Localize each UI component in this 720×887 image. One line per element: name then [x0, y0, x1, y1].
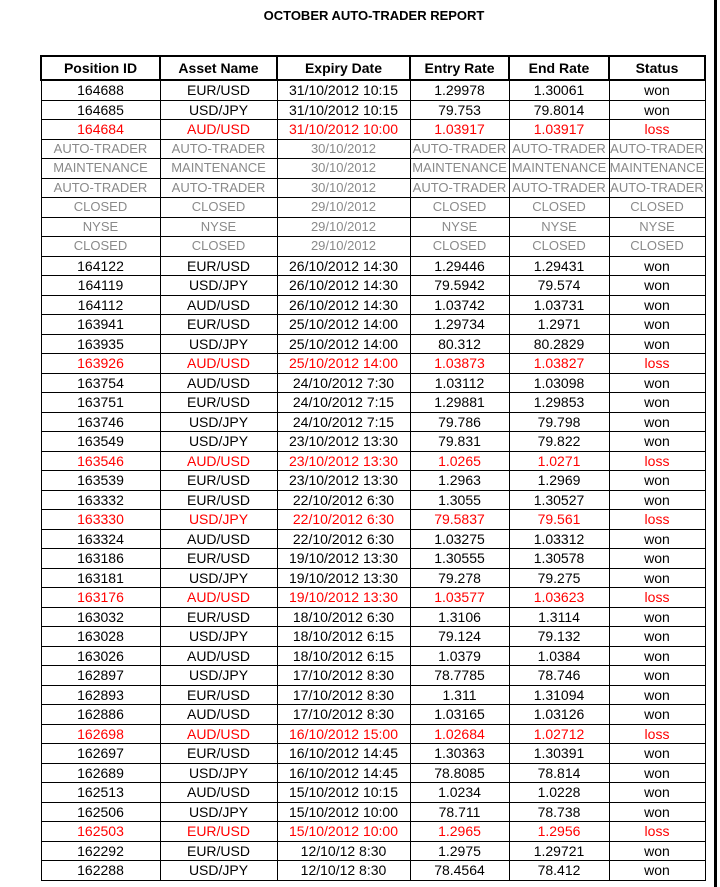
- cell-asset-name: AUD/USD: [160, 705, 277, 725]
- cell-asset-name: USD/JPY: [160, 334, 277, 354]
- cell-status: MAINTENANCE: [609, 159, 705, 179]
- cell-asset-name: EUR/USD: [160, 685, 277, 705]
- cell-expiry-date: 15/10/2012 10:00: [277, 822, 410, 842]
- cell-entry-rate: 80.312: [410, 334, 509, 354]
- cell-status: won: [609, 705, 705, 725]
- cell-asset-name: EUR/USD: [160, 841, 277, 861]
- cell-expiry-date: 24/10/2012 7:15: [277, 412, 410, 432]
- cell-position-id: MAINTENANCE: [41, 159, 160, 179]
- table-row: [41, 822, 705, 842]
- cell-asset-name: USD/JPY: [160, 666, 277, 686]
- cell-position-id: 162886: [41, 705, 160, 725]
- table-row: [41, 295, 705, 315]
- table-row: [41, 159, 705, 179]
- cell-end-rate: 1.30061: [509, 80, 609, 100]
- cell-position-id: 163181: [41, 568, 160, 588]
- cell-end-rate: 1.30527: [509, 490, 609, 510]
- cell-status: won: [609, 549, 705, 569]
- cell-entry-rate: 79.753: [410, 100, 509, 120]
- cell-position-id: AUTO-TRADER: [41, 139, 160, 159]
- table-row: [41, 354, 705, 374]
- cell-expiry-date: 31/10/2012 10:15: [277, 100, 410, 120]
- cell-entry-rate: AUTO-TRADER: [410, 139, 509, 159]
- cell-expiry-date: 24/10/2012 7:15: [277, 393, 410, 413]
- cell-expiry-date: 23/10/2012 13:30: [277, 451, 410, 471]
- cell-end-rate: CLOSED: [509, 237, 609, 257]
- cell-asset-name: EUR/USD: [160, 256, 277, 276]
- cell-entry-rate: 1.29446: [410, 256, 509, 276]
- cell-entry-rate: MAINTENANCE: [410, 159, 509, 179]
- cell-end-rate: 78.412: [509, 861, 609, 881]
- cell-asset-name: AUD/USD: [160, 120, 277, 140]
- table-row: [41, 178, 705, 198]
- table-row: [41, 627, 705, 647]
- cell-asset-name: EUR/USD: [160, 549, 277, 569]
- cell-end-rate: 1.03917: [509, 120, 609, 140]
- table-row: [41, 744, 705, 764]
- table-row: [41, 588, 705, 608]
- header-entry-rate: Entry Rate: [410, 56, 509, 80]
- cell-position-id: 162689: [41, 763, 160, 783]
- cell-end-rate: AUTO-TRADER: [509, 178, 609, 198]
- cell-status: AUTO-TRADER: [609, 139, 705, 159]
- cell-status: loss: [609, 120, 705, 140]
- cell-position-id: 163549: [41, 432, 160, 452]
- cell-entry-rate: 1.03873: [410, 354, 509, 374]
- cell-status: won: [609, 334, 705, 354]
- cell-status: won: [609, 100, 705, 120]
- table-row: [41, 198, 705, 218]
- cell-status: won: [609, 568, 705, 588]
- cell-asset-name: AUD/USD: [160, 646, 277, 666]
- cell-end-rate: AUTO-TRADER: [509, 139, 609, 159]
- cell-expiry-date: 19/10/2012 13:30: [277, 588, 410, 608]
- cell-entry-rate: 1.03165: [410, 705, 509, 725]
- cell-position-id: CLOSED: [41, 198, 160, 218]
- cell-entry-rate: 1.3055: [410, 490, 509, 510]
- table-row: [41, 783, 705, 803]
- cell-entry-rate: 1.0234: [410, 783, 509, 803]
- cell-position-id: 164685: [41, 100, 160, 120]
- cell-status: won: [609, 744, 705, 764]
- cell-entry-rate: 79.831: [410, 432, 509, 452]
- cell-asset-name: USD/JPY: [160, 100, 277, 120]
- cell-expiry-date: 19/10/2012 13:30: [277, 549, 410, 569]
- cell-position-id: 163028: [41, 627, 160, 647]
- table-row: [41, 100, 705, 120]
- cell-asset-name: AUD/USD: [160, 451, 277, 471]
- table-row: [41, 607, 705, 627]
- cell-status: won: [609, 763, 705, 783]
- cell-end-rate: 1.2956: [509, 822, 609, 842]
- cell-end-rate: 1.30578: [509, 549, 609, 569]
- cell-asset-name: EUR/USD: [160, 607, 277, 627]
- cell-end-rate: 79.822: [509, 432, 609, 452]
- cell-end-rate: 79.275: [509, 568, 609, 588]
- cell-entry-rate: 78.711: [410, 802, 509, 822]
- report-title: OCTOBER AUTO-TRADER REPORT: [263, 8, 485, 23]
- cell-position-id: 164122: [41, 256, 160, 276]
- cell-expiry-date: 26/10/2012 14:30: [277, 295, 410, 315]
- cell-status: loss: [609, 354, 705, 374]
- cell-asset-name: AUD/USD: [160, 373, 277, 393]
- cell-expiry-date: 17/10/2012 8:30: [277, 705, 410, 725]
- cell-status: won: [609, 666, 705, 686]
- cell-asset-name: EUR/USD: [160, 744, 277, 764]
- cell-expiry-date: 25/10/2012 14:00: [277, 334, 410, 354]
- cell-end-rate: 1.03731: [509, 295, 609, 315]
- table-row: [41, 120, 705, 140]
- cell-status: loss: [609, 588, 705, 608]
- cell-status: won: [609, 393, 705, 413]
- cell-end-rate: 1.03098: [509, 373, 609, 393]
- cell-status: won: [609, 861, 705, 881]
- table-row: [41, 763, 705, 783]
- cell-end-rate: 78.746: [509, 666, 609, 686]
- table-row: [41, 802, 705, 822]
- report-table: [40, 55, 706, 881]
- table-row: [41, 724, 705, 744]
- cell-end-rate: 1.29721: [509, 841, 609, 861]
- cell-position-id: 164684: [41, 120, 160, 140]
- cell-position-id: CLOSED: [41, 237, 160, 257]
- cell-end-rate: 1.3114: [509, 607, 609, 627]
- cell-status: won: [609, 783, 705, 803]
- cell-asset-name: EUR/USD: [160, 471, 277, 491]
- table-row: [41, 80, 705, 100]
- cell-position-id: 163746: [41, 412, 160, 432]
- table-row: [41, 510, 705, 530]
- table-row: [41, 412, 705, 432]
- cell-entry-rate: AUTO-TRADER: [410, 178, 509, 198]
- cell-entry-rate: 1.29881: [410, 393, 509, 413]
- cell-expiry-date: 15/10/2012 10:00: [277, 802, 410, 822]
- cell-position-id: 163751: [41, 393, 160, 413]
- cell-entry-rate: 78.7785: [410, 666, 509, 686]
- cell-status: won: [609, 529, 705, 549]
- table-row: [41, 861, 705, 881]
- cell-asset-name: NYSE: [160, 217, 277, 237]
- table-row: [41, 490, 705, 510]
- cell-entry-rate: 79.5942: [410, 276, 509, 296]
- cell-entry-rate: 79.786: [410, 412, 509, 432]
- cell-expiry-date: 12/10/12 8:30: [277, 861, 410, 881]
- cell-expiry-date: 22/10/2012 6:30: [277, 510, 410, 530]
- cell-expiry-date: 18/10/2012 6:15: [277, 627, 410, 647]
- cell-expiry-date: 16/10/2012 14:45: [277, 744, 410, 764]
- table-row: [41, 451, 705, 471]
- cell-entry-rate: CLOSED: [410, 237, 509, 257]
- cell-expiry-date: 25/10/2012 14:00: [277, 315, 410, 335]
- cell-position-id: 163186: [41, 549, 160, 569]
- cell-position-id: 163754: [41, 373, 160, 393]
- cell-expiry-date: 31/10/2012 10:00: [277, 120, 410, 140]
- cell-expiry-date: 17/10/2012 8:30: [277, 666, 410, 686]
- cell-end-rate: 1.30391: [509, 744, 609, 764]
- cell-end-rate: 1.2969: [509, 471, 609, 491]
- cell-end-rate: CLOSED: [509, 198, 609, 218]
- cell-expiry-date: 30/10/2012: [277, 159, 410, 179]
- cell-end-rate: 1.03827: [509, 354, 609, 374]
- cell-status: NYSE: [609, 217, 705, 237]
- cell-asset-name: CLOSED: [160, 198, 277, 218]
- cell-asset-name: AUD/USD: [160, 354, 277, 374]
- cell-position-id: 164688: [41, 80, 160, 100]
- cell-status: AUTO-TRADER: [609, 178, 705, 198]
- table-row: [41, 471, 705, 491]
- cell-end-rate: 79.798: [509, 412, 609, 432]
- cell-entry-rate: 1.2963: [410, 471, 509, 491]
- cell-status: won: [609, 627, 705, 647]
- cell-expiry-date: 26/10/2012 14:30: [277, 256, 410, 276]
- cell-entry-rate: 78.4564: [410, 861, 509, 881]
- cell-entry-rate: 1.29978: [410, 80, 509, 100]
- cell-entry-rate: 1.3106: [410, 607, 509, 627]
- cell-position-id: 163176: [41, 588, 160, 608]
- cell-expiry-date: 29/10/2012: [277, 217, 410, 237]
- cell-status: loss: [609, 510, 705, 530]
- cell-end-rate: MAINTENANCE: [509, 159, 609, 179]
- cell-status: won: [609, 646, 705, 666]
- table-row: [41, 705, 705, 725]
- cell-status: loss: [609, 724, 705, 744]
- cell-expiry-date: 31/10/2012 10:15: [277, 80, 410, 100]
- cell-position-id: NYSE: [41, 217, 160, 237]
- header-position-id: Position ID: [41, 56, 160, 80]
- cell-asset-name: AUTO-TRADER: [160, 139, 277, 159]
- cell-position-id: AUTO-TRADER: [41, 178, 160, 198]
- cell-status: won: [609, 685, 705, 705]
- table-row: [41, 432, 705, 452]
- cell-asset-name: USD/JPY: [160, 627, 277, 647]
- cell-end-rate: 1.2971: [509, 315, 609, 335]
- table-row: [41, 237, 705, 257]
- cell-expiry-date: 15/10/2012 10:15: [277, 783, 410, 803]
- cell-expiry-date: 18/10/2012 6:15: [277, 646, 410, 666]
- cell-asset-name: USD/JPY: [160, 802, 277, 822]
- table-row: [41, 139, 705, 159]
- cell-status: loss: [609, 822, 705, 842]
- cell-entry-rate: 1.30555: [410, 549, 509, 569]
- cell-position-id: 162292: [41, 841, 160, 861]
- header-expiry-date: Expiry Date: [277, 56, 410, 80]
- cell-status: won: [609, 315, 705, 335]
- cell-asset-name: AUTO-TRADER: [160, 178, 277, 198]
- header-end-rate: End Rate: [509, 56, 609, 80]
- cell-asset-name: USD/JPY: [160, 510, 277, 530]
- cell-expiry-date: 16/10/2012 14:45: [277, 763, 410, 783]
- table-row: [41, 334, 705, 354]
- table-row: [41, 568, 705, 588]
- cell-asset-name: AUD/USD: [160, 588, 277, 608]
- cell-entry-rate: 79.278: [410, 568, 509, 588]
- cell-position-id: 163546: [41, 451, 160, 471]
- cell-status: won: [609, 841, 705, 861]
- cell-entry-rate: 1.311: [410, 685, 509, 705]
- cell-status: won: [609, 412, 705, 432]
- header-status: Status: [609, 56, 705, 80]
- cell-asset-name: AUD/USD: [160, 724, 277, 744]
- cell-position-id: 163032: [41, 607, 160, 627]
- cell-asset-name: USD/JPY: [160, 432, 277, 452]
- cell-status: CLOSED: [609, 237, 705, 257]
- cell-position-id: 162506: [41, 802, 160, 822]
- cell-expiry-date: 23/10/2012 13:30: [277, 432, 410, 452]
- cell-entry-rate: 79.124: [410, 627, 509, 647]
- cell-end-rate: 1.31094: [509, 685, 609, 705]
- cell-asset-name: AUD/USD: [160, 295, 277, 315]
- cell-entry-rate: 1.0265: [410, 451, 509, 471]
- cell-status: won: [609, 373, 705, 393]
- cell-asset-name: USD/JPY: [160, 276, 277, 296]
- cell-asset-name: AUD/USD: [160, 529, 277, 549]
- table-row: [41, 315, 705, 335]
- table-row: [41, 685, 705, 705]
- cell-entry-rate: 1.03742: [410, 295, 509, 315]
- cell-entry-rate: 1.0379: [410, 646, 509, 666]
- cell-asset-name: EUR/USD: [160, 315, 277, 335]
- cell-status: won: [609, 432, 705, 452]
- table-row: [41, 256, 705, 276]
- header-row: [41, 56, 705, 80]
- cell-status: won: [609, 802, 705, 822]
- cell-entry-rate: 1.2965: [410, 822, 509, 842]
- cell-status: won: [609, 607, 705, 627]
- header-asset-name: Asset Name: [160, 56, 277, 80]
- cell-expiry-date: 22/10/2012 6:30: [277, 490, 410, 510]
- cell-status: won: [609, 471, 705, 491]
- cell-end-rate: 78.738: [509, 802, 609, 822]
- cell-asset-name: USD/JPY: [160, 861, 277, 881]
- cell-end-rate: 1.29853: [509, 393, 609, 413]
- cell-asset-name: EUR/USD: [160, 490, 277, 510]
- cell-status: won: [609, 256, 705, 276]
- table-row: [41, 841, 705, 861]
- table-row: [41, 393, 705, 413]
- cell-end-rate: NYSE: [509, 217, 609, 237]
- cell-asset-name: USD/JPY: [160, 568, 277, 588]
- cell-expiry-date: 29/10/2012: [277, 198, 410, 218]
- cell-position-id: 163935: [41, 334, 160, 354]
- page-edge-divider: [714, 0, 717, 887]
- cell-end-rate: 80.2829: [509, 334, 609, 354]
- cell-asset-name: MAINTENANCE: [160, 159, 277, 179]
- cell-end-rate: 1.0271: [509, 451, 609, 471]
- cell-expiry-date: 26/10/2012 14:30: [277, 276, 410, 296]
- cell-position-id: 163330: [41, 510, 160, 530]
- table-row: [41, 646, 705, 666]
- cell-asset-name: CLOSED: [160, 237, 277, 257]
- cell-entry-rate: 1.03577: [410, 588, 509, 608]
- cell-end-rate: 79.574: [509, 276, 609, 296]
- cell-asset-name: EUR/USD: [160, 393, 277, 413]
- cell-position-id: 162513: [41, 783, 160, 803]
- cell-entry-rate: CLOSED: [410, 198, 509, 218]
- cell-status: won: [609, 295, 705, 315]
- cell-end-rate: 1.29431: [509, 256, 609, 276]
- cell-position-id: 162698: [41, 724, 160, 744]
- cell-expiry-date: 17/10/2012 8:30: [277, 685, 410, 705]
- cell-end-rate: 79.8014: [509, 100, 609, 120]
- cell-position-id: 162897: [41, 666, 160, 686]
- cell-end-rate: 1.03623: [509, 588, 609, 608]
- cell-asset-name: EUR/USD: [160, 80, 277, 100]
- cell-expiry-date: 23/10/2012 13:30: [277, 471, 410, 491]
- cell-position-id: 163539: [41, 471, 160, 491]
- table-row: [41, 549, 705, 569]
- cell-expiry-date: 25/10/2012 14:00: [277, 354, 410, 374]
- cell-end-rate: 79.561: [509, 510, 609, 530]
- cell-entry-rate: 1.03112: [410, 373, 509, 393]
- cell-entry-rate: 79.5837: [410, 510, 509, 530]
- cell-entry-rate: 1.02684: [410, 724, 509, 744]
- cell-position-id: 162503: [41, 822, 160, 842]
- cell-position-id: 163941: [41, 315, 160, 335]
- cell-position-id: 163026: [41, 646, 160, 666]
- cell-asset-name: AUD/USD: [160, 783, 277, 803]
- cell-end-rate: 1.02712: [509, 724, 609, 744]
- cell-entry-rate: 1.2975: [410, 841, 509, 861]
- cell-expiry-date: 30/10/2012: [277, 178, 410, 198]
- cell-end-rate: 1.0384: [509, 646, 609, 666]
- cell-status: won: [609, 490, 705, 510]
- table-row: [41, 217, 705, 237]
- cell-expiry-date: 19/10/2012 13:30: [277, 568, 410, 588]
- cell-asset-name: USD/JPY: [160, 412, 277, 432]
- cell-entry-rate: 1.30363: [410, 744, 509, 764]
- cell-position-id: 163926: [41, 354, 160, 374]
- table-row: [41, 276, 705, 296]
- table-row: [41, 373, 705, 393]
- cell-position-id: 163324: [41, 529, 160, 549]
- cell-entry-rate: 1.03275: [410, 529, 509, 549]
- cell-status: won: [609, 80, 705, 100]
- cell-position-id: 162893: [41, 685, 160, 705]
- cell-status: won: [609, 276, 705, 296]
- cell-expiry-date: 24/10/2012 7:30: [277, 373, 410, 393]
- cell-position-id: 164112: [41, 295, 160, 315]
- cell-entry-rate: 1.03917: [410, 120, 509, 140]
- cell-asset-name: EUR/USD: [160, 822, 277, 842]
- cell-expiry-date: 30/10/2012: [277, 139, 410, 159]
- cell-status: CLOSED: [609, 198, 705, 218]
- cell-position-id: 162697: [41, 744, 160, 764]
- cell-entry-rate: 1.29734: [410, 315, 509, 335]
- cell-entry-rate: NYSE: [410, 217, 509, 237]
- cell-expiry-date: 22/10/2012 6:30: [277, 529, 410, 549]
- cell-status: loss: [609, 451, 705, 471]
- cell-end-rate: 1.0228: [509, 783, 609, 803]
- cell-expiry-date: 16/10/2012 15:00: [277, 724, 410, 744]
- cell-position-id: 163332: [41, 490, 160, 510]
- cell-asset-name: USD/JPY: [160, 763, 277, 783]
- cell-entry-rate: 78.8085: [410, 763, 509, 783]
- cell-expiry-date: 29/10/2012: [277, 237, 410, 257]
- cell-end-rate: 1.03126: [509, 705, 609, 725]
- cell-expiry-date: 18/10/2012 6:30: [277, 607, 410, 627]
- table-row: [41, 666, 705, 686]
- cell-expiry-date: 12/10/12 8:30: [277, 841, 410, 861]
- cell-position-id: 164119: [41, 276, 160, 296]
- cell-end-rate: 1.03312: [509, 529, 609, 549]
- table-row: [41, 529, 705, 549]
- cell-position-id: 162288: [41, 861, 160, 881]
- cell-end-rate: 78.814: [509, 763, 609, 783]
- cell-end-rate: 79.132: [509, 627, 609, 647]
